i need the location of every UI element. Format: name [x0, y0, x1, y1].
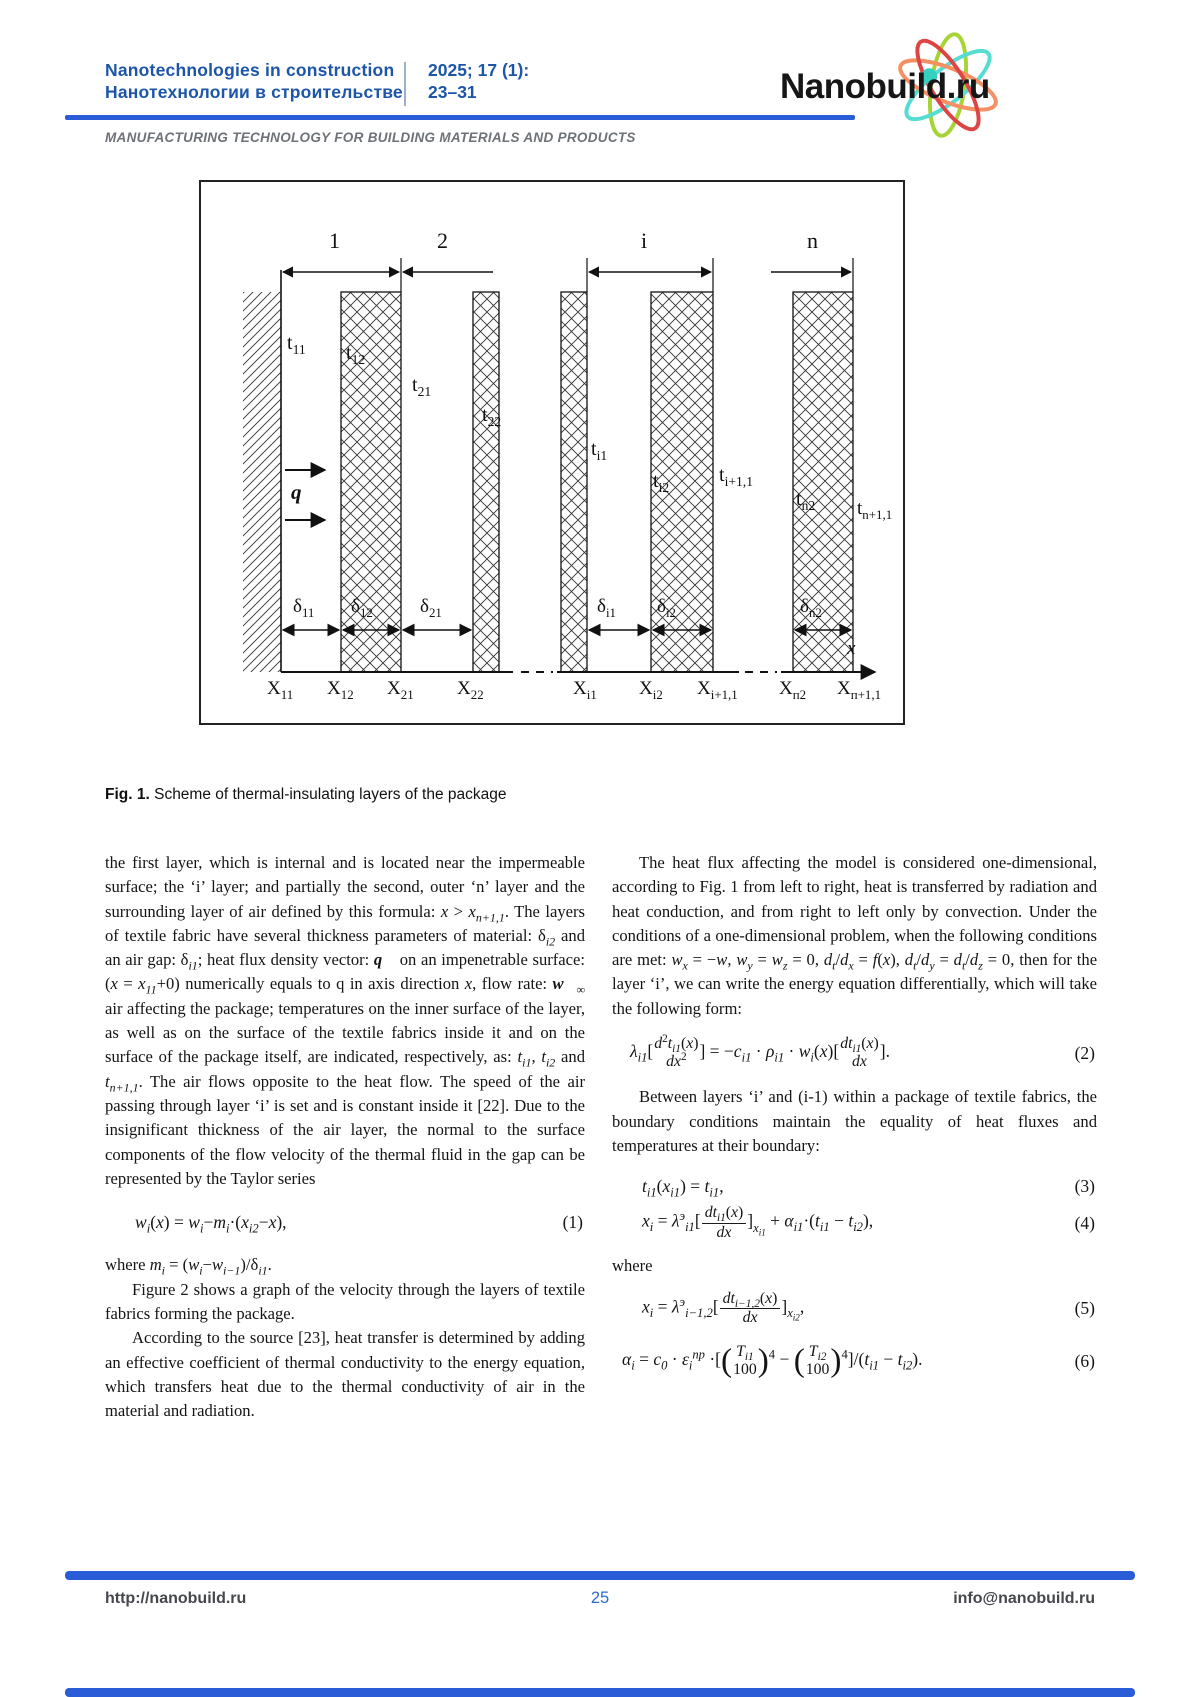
- figure-x-xi1: $X_{i1}$: [573, 678, 597, 702]
- body-paragraph: Figure 2 shows a graph of the velocity through the layers of textile fabrics forming the package.: [105, 1279, 585, 1324]
- figure-dim-label-i: i: [641, 228, 648, 253]
- body-paragraph: According to the source [23], heat transfer is determined by adding an effective coefficient of thermal conductivity to the energy equation, which transfers heat due to the thermal conductivity of air in the material and radiation.: [105, 1328, 585, 1421]
- footer-rule: [65, 1571, 1135, 1580]
- equation-1-body: $w_i(x) = w_i-m_i\cdot(x_{i2}-x)$,: [135, 1212, 287, 1236]
- page-number: 25: [590, 1589, 610, 1607]
- figure-q-label: q: [291, 480, 302, 504]
- figure-dim-label-2: 2: [437, 228, 448, 253]
- equation-5-body: $x_i = \lambda^э_{i-1,2}$[ $\frac{dt_{i-1,2}(x)}{dx}$ ]$_{x_{i2}}$,: [642, 1290, 805, 1327]
- header-rule: [65, 115, 855, 120]
- header-divider: [404, 62, 406, 106]
- figure-delta-d12: $\delta_{12}$: [351, 596, 373, 620]
- body-paragraph: where: [612, 1255, 653, 1275]
- figure-temp-tn2: $t_{n2}$: [796, 488, 816, 513]
- figure-x-x11: $X_{11}$: [267, 678, 294, 702]
- figure-dim-label-n: n: [807, 228, 818, 253]
- equation-3-number: (3): [1074, 1176, 1095, 1197]
- equation-6-body: $\alpha_i = c_0 \cdot \varepsilon_i^{np}$ ·[( $T_{i1}$ 100 )$^4$ − ( $T_{i2}$ 100 )$^4]/(t_{i1} - t_{i2})$.: [622, 1342, 923, 1380]
- equation-6-number: (6): [1074, 1351, 1095, 1372]
- equation-4-body: $x_i = \lambda^э_{i1}$[ $\frac{dt_{i1}(x)}{dx}$ ]$_{x_{i1}} + \alpha_{i1}\cdot(t_{i1} - t_{i2})$,: [642, 1204, 874, 1241]
- equation-1-number: (1): [562, 1212, 583, 1233]
- equation-2: [612, 1032, 1097, 1071]
- equation-2-number: (2): [1074, 1043, 1095, 1064]
- figure-temp-t12: $t_{12}$: [346, 342, 366, 367]
- figure-temp-ti1: $t_{i1}$: [591, 438, 608, 463]
- figure-caption-text: Scheme of thermal-insulating layers of the package: [149, 786, 507, 803]
- figure-dim-label-1: 1: [329, 228, 340, 253]
- figure-x-x21: $X_{21}$: [387, 678, 414, 702]
- body-paragraph: The heat flux affecting the model is considered one-dimensional, according to Fig. 1 from left to right, heat is transferred by radiation and heat conduction, and from right to left only by convection. Under the conditions of a one-dimensional problem, when the following conditions are met: $w_x = -w$, $w_y = w_z = 0$, $d_t/d_x = f(x)$, $d_t/d_y = d_t/d_z = 0$, then for the layer ‘i’, we can write the energy equation differentially, which will take the following form:: [612, 853, 1098, 1018]
- equation-5-number: (5): [1074, 1298, 1095, 1319]
- issue-pages: 23–31: [428, 81, 477, 102]
- right-column: [612, 851, 1097, 1424]
- figure-temp-t21: $t_{21}$: [412, 374, 432, 399]
- equation-4-number: (4): [1074, 1212, 1095, 1233]
- figure-x-xi2: $X_{i2}$: [639, 678, 663, 702]
- footer-email-link[interactable]: info@nanobuild.ru: [953, 1590, 1095, 1607]
- journal-title-ru: Нанотехнологии в строительстве: [105, 81, 403, 102]
- journal-title: [105, 60, 403, 103]
- figure-x-xi+1,1: $X_{i+1,1}$: [697, 678, 738, 702]
- figure-temp-t11: $t_{11}$: [287, 332, 306, 357]
- issue-info: [428, 60, 529, 103]
- equation-3-body: $t_{i1}(x_{i1}) = t_{i1}$,: [642, 1176, 724, 1200]
- equation-1: [105, 1210, 585, 1234]
- equation-6: [612, 1343, 1097, 1379]
- figure-temp-t22: $t_{22}$: [482, 404, 502, 429]
- journal-title-en: Nanotechnologies in construction: [105, 60, 395, 80]
- section-heading: MANUFACTURING TECHNOLOGY FOR BUILDING MATERIALS AND PRODUCTS: [105, 130, 636, 145]
- figure-caption: [105, 786, 507, 804]
- equation-4: [612, 1204, 1097, 1241]
- figure-drawing: [201, 182, 903, 723]
- figure-1: [199, 180, 905, 725]
- bottom-rule: [65, 1688, 1135, 1697]
- equation-2-body: $\lambda_{i1}$[ $d^2t_{i1}(x)$ $dx^2$ ] = $-c_{i1} \cdot \rho_{i1} \cdot w_i(x)$[ $dt_{i1}(x)$ dx ].: [630, 1032, 890, 1071]
- figure-delta-d21: $\delta_{21}$: [420, 596, 442, 620]
- equation-3: [612, 1174, 1097, 1198]
- footer-site-link[interactable]: http://nanobuild.ru: [105, 1590, 247, 1607]
- body-columns: [105, 851, 1097, 1424]
- body-paragraph: where $m_i = (w_i-w_{i-1})/\delta_{i1}$.: [105, 1255, 272, 1278]
- figure-temp-ti+1,1: $t_{i+1,1}$: [719, 464, 753, 489]
- figure-delta-di1: $\delta_{i1}$: [597, 596, 616, 620]
- figure-temp-ti2: $t_{i2}$: [653, 470, 670, 495]
- equation-5: [612, 1290, 1097, 1327]
- figure-delta-dn2: $\delta_{n2}$: [800, 596, 822, 620]
- figure-x-xn2: $X_{п2}$: [779, 678, 807, 702]
- figure-x-x22: $X_{22}$: [457, 678, 484, 702]
- figure-delta-di2: $\delta_{i2}$: [657, 596, 676, 620]
- figure-x-axis-label: x: [847, 638, 856, 659]
- left-column: [105, 851, 585, 1424]
- issue-year-volume: 2025; 17 (1):: [428, 60, 530, 80]
- figure-temp-tn+1,1: $t_{n+1,1}$: [857, 498, 893, 522]
- figure-x-x12: $X_{12}$: [327, 678, 354, 702]
- body-paragraph: the first layer, which is internal and is located near the impermeable surface; the ‘i’ layer; and partially the second, outer ‘n’ layer and the surrounding layer of air defined by this formula: $x > x_{n+1,1}$. The layers of textile fabric have several thickness parameters of material: $\delta_{i2}$ and an air gap: $\delta_{i1}$; heat flux density vector: q⃗ on an impenetrable surface: $(x = x_{11}+0)$ numerically equals to q in axis direction x, flow rate: $w⃗_\infty$ air affecting the package; temperatures on the inner surface of the layer, as well as on the surface of the textile fabrics inside it and on the surface of the package itself, are indicated, respectively, as: $t_{i1}$, $t_{i2}$ and $t_{n+1,1}$. The air flows opposite to the heat flow. The speed of the air passing through layer ‘i’ is set and is constant inside it [22]. Due to the insignificant thickness of the air layer, the normal to the surface components of the flow velocity of the thermal fluid in the gap can be represented by the Taylor series: [105, 853, 586, 1188]
- nanobuild-logo: Nanobuild.ru: [780, 67, 990, 106]
- figure-x-xn+1,1: $X_{п+1,1}$: [837, 678, 882, 702]
- body-paragraph: Between layers ‘i’ and (i-1) within a package of textile fabrics, the boundary conditions maintain the equality of heat fluxes and temperatures at their boundary:: [612, 1087, 1097, 1155]
- figure-delta-d11: $\delta_{11}$: [293, 596, 315, 620]
- figure-caption-label: Fig. 1.: [105, 786, 150, 803]
